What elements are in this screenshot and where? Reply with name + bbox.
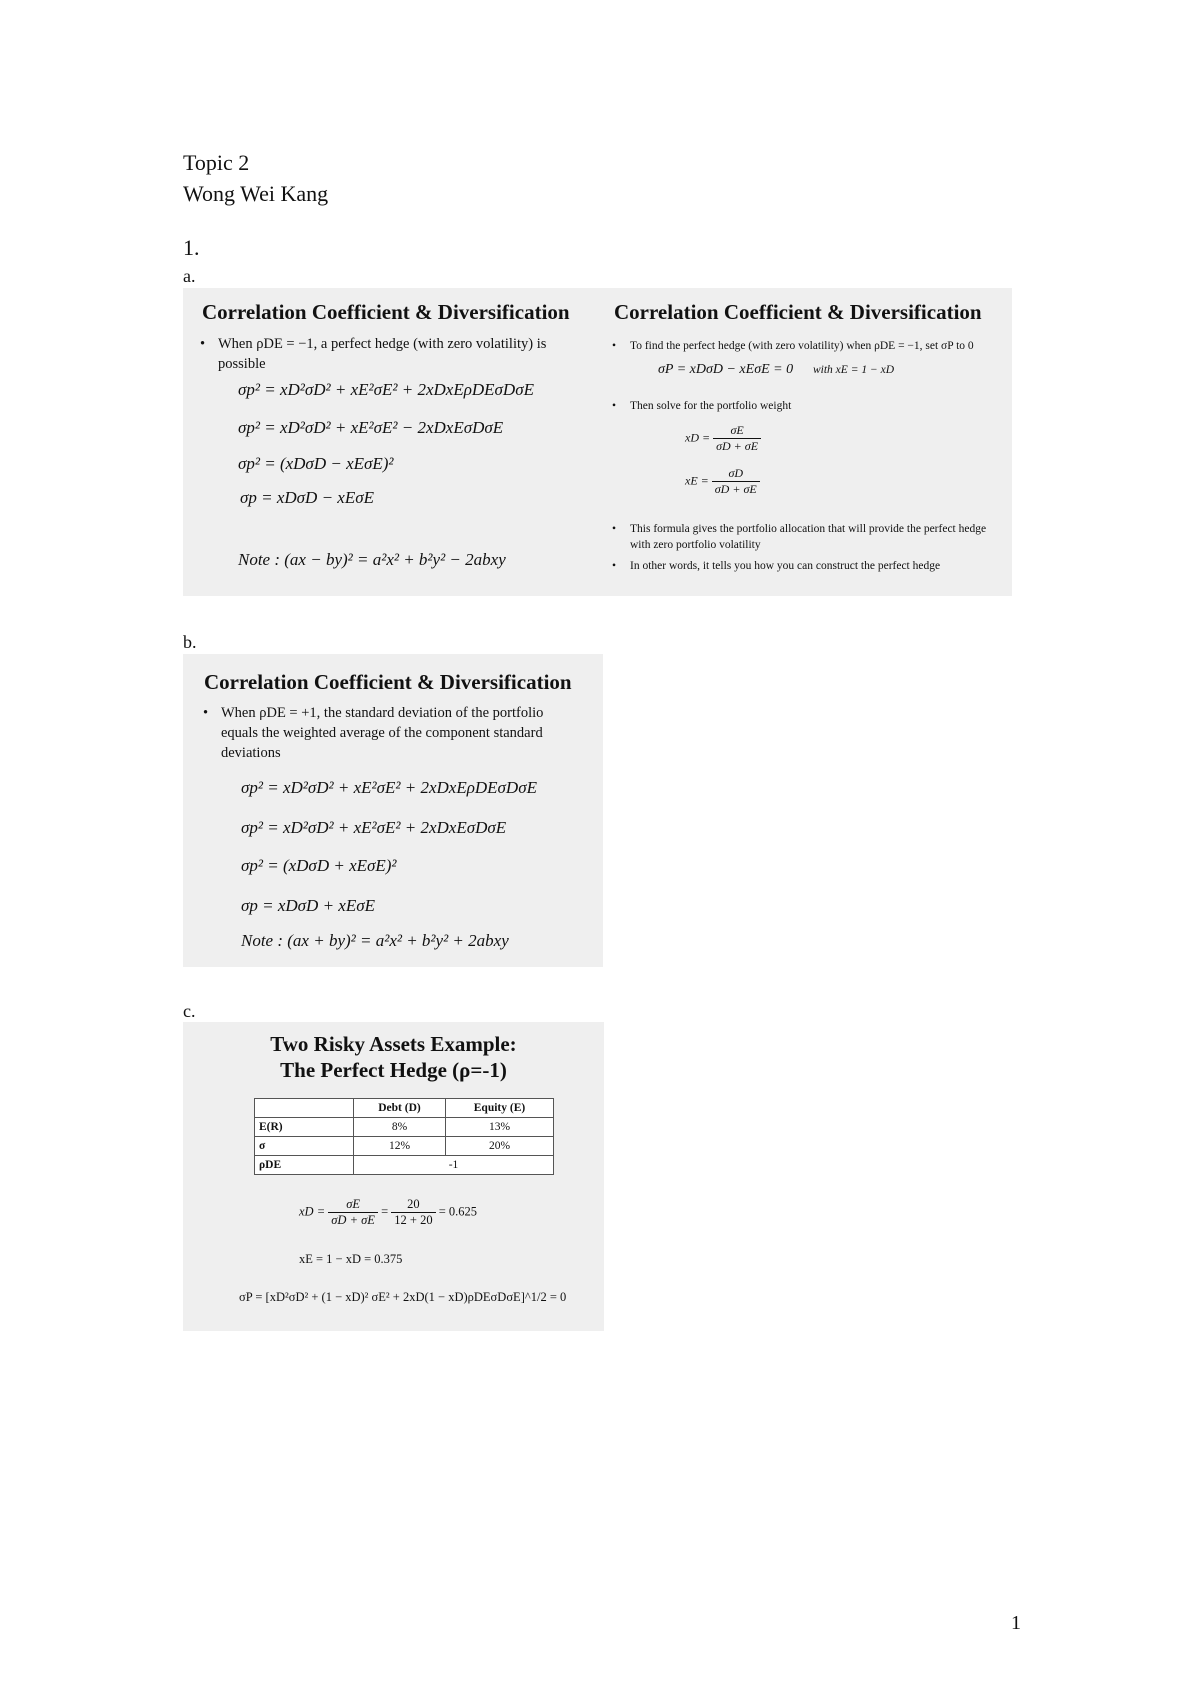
page-number: 1 [1011, 1612, 1021, 1634]
slide-a-left-note: Note : (ax − by)² = a²x² + b²y² − 2abxy [238, 550, 506, 569]
slide-a-left-eq1: σp² = xD²σD² + xE²σE² + 2xDxEρDEσDσE [238, 380, 534, 399]
part-a-label: a. [183, 266, 196, 286]
table-row [255, 1137, 554, 1156]
author-name: Wong Wei Kang [183, 181, 329, 206]
slide-a-left-bullet: • When ρDE = −1, a perfect hedge (with zero volatility) is possible [200, 336, 547, 372]
slide-b-eq4: σp = xDσD + xEσE [241, 896, 376, 915]
slide-b-image [183, 654, 603, 967]
slide-b-title: Correlation Coefficient & Diversification [204, 670, 572, 694]
table-cell: 13% [445, 1118, 553, 1137]
table-cell: -1 [354, 1156, 554, 1175]
slide-a-right-title: Correlation Coefficient & Diversification [614, 300, 982, 324]
slide-a-right-bullet-4: • In other words, it tells you how you can construct the perfect hedge [612, 560, 941, 572]
slide-b-eq1: σp² = xD²σD² + xE²σE² + 2xDxEρDEσDσE [241, 778, 537, 797]
slide-c-sigma-formula: σP = [xD²σD² + (1 − xD)² σE² + 2xD(1 − xD)ρDEσDσE]^1/2 = 0 [239, 1290, 567, 1304]
slide-a-right-bullet-1: • To find the perfect hedge (with zero volatility) when ρDE = −1, set σP to 0 [612, 340, 974, 352]
slide-a-image [183, 288, 1012, 596]
table-cell: E(R) [255, 1118, 354, 1137]
slide-b-note: Note : (ax + by)² = a²x² + b²y² + 2abxy [241, 931, 509, 950]
table-row [255, 1156, 554, 1175]
slide-a-left-eq4: σp = xDσD − xEσE [240, 488, 375, 507]
asset-table [254, 1098, 554, 1175]
slide-a-right-bullet-3: • This formula gives the portfolio allocation that will provide the perfect hedge with zero portfolio volatility [612, 523, 987, 551]
slide-a-right-eq1: σP = xDσD − xEσE = 0 [658, 362, 794, 377]
part-b-label: b. [183, 632, 197, 652]
slide-b-eq2: σp² = xD²σD² + xE²σE² + 2xDxEσDσE [241, 818, 507, 837]
slide-c-title-1: Two Risky Assets Example: [270, 1032, 517, 1056]
slide-a-right-bullet-2: • Then solve for the portfolio weight [612, 400, 792, 412]
slide-a-right-eq1-with: with xE = 1 − xD [813, 364, 894, 376]
table-row [255, 1118, 554, 1137]
slide-c-xe-formula: xE = 1 − xD = 0.375 [299, 1252, 403, 1266]
slide-a-right-xe-formula: xE = $\frac{\sigma D}{\sigma D + \sigma E}$ [685, 466, 760, 497]
slide-a-left-title: Correlation Coefficient & Diversification [202, 300, 570, 324]
table-header-cell [255, 1099, 354, 1118]
table-cell: 8% [354, 1118, 446, 1137]
table-header-row [255, 1099, 554, 1118]
slide-b-eq3: σp² = (xDσD + xEσE)² [241, 856, 397, 875]
table-cell: 12% [354, 1137, 446, 1156]
slide-a-left-eq3: σp² = (xDσD − xEσE)² [238, 454, 394, 473]
slide-a-left-eq2: σp² = xD²σD² + xE²σE² − 2xDxEσDσE [238, 418, 504, 437]
question-number: 1. [183, 235, 200, 260]
slide-c-xd-formula: xD = $\frac{\sigma E}{\sigma D + \sigma E}$ = $\frac{20}{12 + 20}$ = 0.625 [299, 1197, 478, 1227]
table-cell: 20% [445, 1137, 553, 1156]
table-cell: ρDE [255, 1156, 354, 1175]
table-header-cell: Equity (E) [445, 1099, 553, 1118]
document-title: Topic 2 [183, 150, 250, 175]
table-cell: σ [255, 1137, 354, 1156]
slide-c-title-2: The Perfect Hedge (ρ=-1) [280, 1058, 507, 1082]
slide-b-bullet: • When ρDE = +1, the standard deviation of the portfolio equals the weighted average of the component standard deviations [203, 705, 544, 761]
table-header-cell: Debt (D) [354, 1099, 446, 1118]
slide-a-right-xd-formula: xD = $\frac{\sigma E}{\sigma D + \sigma E}$ [685, 423, 761, 454]
part-c-label: c. [183, 1001, 196, 1021]
slide-c-image [183, 1022, 604, 1331]
